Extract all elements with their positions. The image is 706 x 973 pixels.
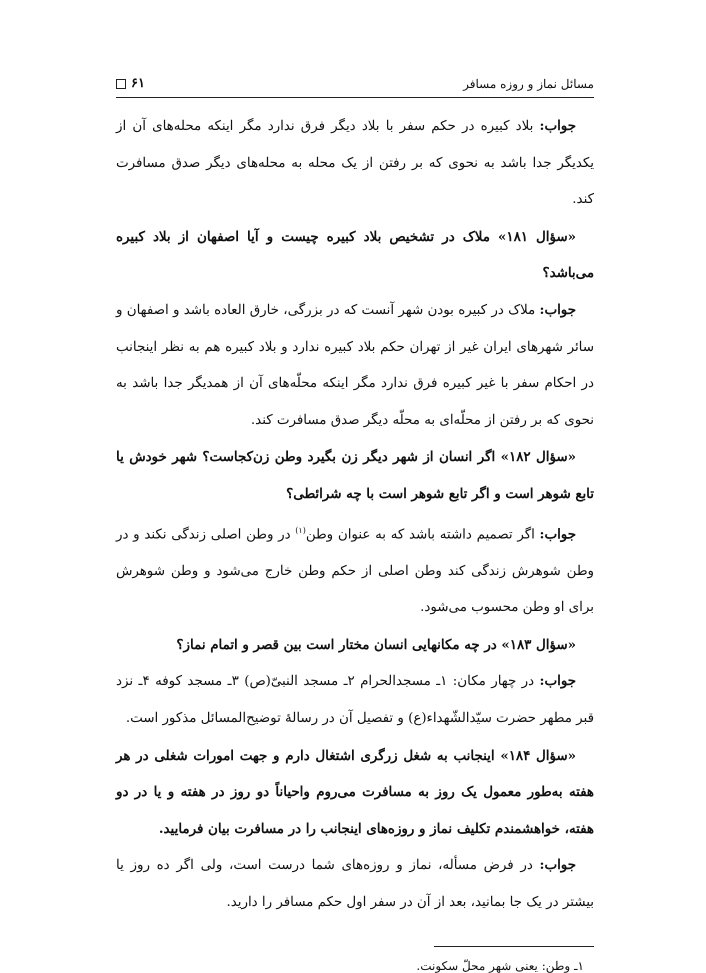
answer-label: جواب: (539, 118, 576, 134)
page-number: ۶۱ (131, 76, 145, 91)
answer-text: در فرض مسأله، نماز و روزه‌های شما درست است، ولی اگر ده روز یا بیشتر در یک جا بمانید، بعد از آن در سفر اول حکم مسافر را دارید. (116, 858, 594, 910)
question-paragraph: «سؤال ۱۸۱» ملاک در تشخیص بلاد کبیره چیست و آیا اصفهان از بلاد کبیره می‌باشد؟ (116, 228, 594, 282)
footnote-divider (434, 946, 594, 947)
book-page (116, 76, 594, 973)
question-paragraph: «سؤال ۱۸۴» اینجانب به شغل زرگری اشتغال دارم و جهت امورات شغلی در هر هفته به‌طور معمول یک روز به مسافرت می‌روم واحیاناً دو روز در هفته و یا در دو هفته، خواهشمندم تکلیف نماز و روزه‌های اینجانب را در مسافرت بیان فرمایید. (116, 747, 594, 837)
answer-text-continued: در وطن اصلی زندگی نکند و در وطن شوهرش زندگی کند وطن اصلی از حکم وطن خارج می‌شود و وطن شوهرش برای او وطن محسوب می‌شود. (116, 527, 594, 616)
answer-text: اگر تصمیم داشته باشد که به عنوان وطن (305, 527, 540, 542)
answer-label: جواب: (539, 526, 576, 542)
book-title: مسائل نماز و روزه مسافر (463, 77, 594, 91)
answer-paragraph (116, 513, 594, 627)
answer-label: جواب: (539, 673, 577, 690)
page-content (116, 108, 594, 922)
answer-paragraph (116, 108, 594, 219)
answer-paragraph (116, 663, 594, 737)
answer-paragraph (116, 847, 594, 921)
answer-label: جواب: (539, 301, 576, 318)
answer-text: ملاک در کبیره بودن شهر آنست که در بزرگی، خارق العاده باشد و اصفهان و سائر شهرهای ایران غیر از تهران حکم بلاد کبیره ندارد و بلاد کبیره هم به نظر اینجانب در احکام سفر با غیر کبیره فرق ندارد مگر اینکه محلّه‌های آن از همدیگر جدا باشد به نحوی که بر رفتن از محلّه‌ای به محلّه دیگر صدق مسافرت کند. (116, 302, 594, 428)
answer-text: بلاد کبیره در حکم سفر با بلاد دیگر فرق ندارد مگر اینکه محله‌های آن از یکدیگر جدا باشد به نحوی که بر رفتن از یک محله به محله‌های دیگر صدق مسافرت کند. (116, 119, 594, 208)
running-header (116, 76, 594, 98)
page-number-block (116, 76, 145, 91)
footnote-reference: (۱) (295, 525, 306, 535)
question-paragraph: «سؤال ۱۸۳» در چه مکانهایی انسان مختار است بین قصر و اتمام نماز؟ (176, 636, 576, 653)
answer-paragraph (116, 292, 594, 439)
question-paragraph: «سؤال ۱۸۲» اگر انسان از شهر دیگر زن بگیرد وطن زن‌کجاست؟ شهر خودش یا تابع شوهر است و اگر تابع شوهر است با چه شرائطی؟ (116, 449, 594, 502)
footnote: ۱ـ وطن: یعنی شهر محلّ سکونت. (416, 958, 584, 973)
square-ornament-icon (116, 79, 126, 89)
answer-label: جواب: (539, 857, 576, 874)
answer-text: در چهار مکان: ۱ـ مسجدالحرام ۲ـ مسجد النبیّ(ص) ۳ـ مسجد کوفه ۴ـ نزد قبر مطهر حضرت سیّدالشّهداء(ع) و تفصیل آن در رسالهٔ توضیح‌المسائل مذکور است. (116, 674, 594, 726)
